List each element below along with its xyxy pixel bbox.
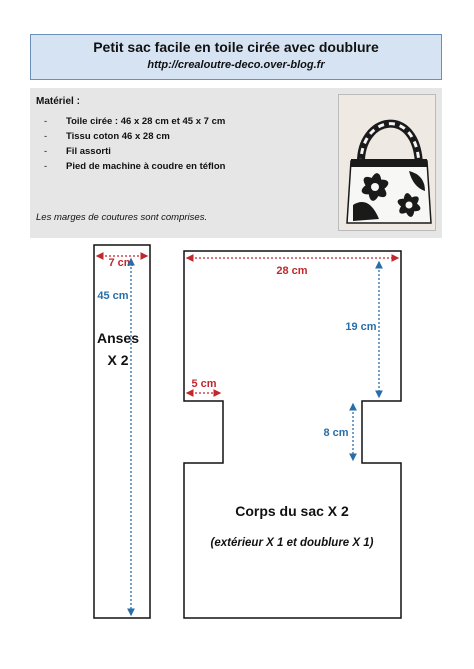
list-item: - Tissu coton 46 x 28 cm <box>44 131 170 142</box>
notch-height-label: 8 cm <box>323 427 349 439</box>
blog-url[interactable]: http://crealoutre-deco.over-blog.fr <box>147 59 325 71</box>
upper-height-label: 19 cm <box>345 321 377 333</box>
notch-width-label: 5 cm <box>191 378 217 390</box>
list-item: - Fil assorti <box>44 146 111 157</box>
handle-width-label: 7 cm <box>108 257 134 269</box>
handle-title: Anses <box>96 330 140 346</box>
seam-allowance-note: Les marges de coutures sont comprises. <box>36 212 208 223</box>
list-item: - Toile cirée : 46 x 28 cm et 45 x 7 cm <box>44 116 226 127</box>
body-width-label: 28 cm <box>276 265 308 277</box>
handle-height-label: 45 cm <box>97 290 129 302</box>
body-title: Corps du sac X 2 <box>235 503 349 519</box>
body-subtitle: (extérieur X 1 et doublure X 1) <box>210 537 374 549</box>
materials-heading: Matériel : <box>36 96 80 107</box>
list-item: - Pied de machine à coudre en téflon <box>44 161 226 172</box>
page-title: Petit sac facile en toile cirée avec doublure <box>93 39 379 55</box>
handle-quantity: X 2 <box>107 352 129 368</box>
bag-body-outline <box>184 251 401 618</box>
